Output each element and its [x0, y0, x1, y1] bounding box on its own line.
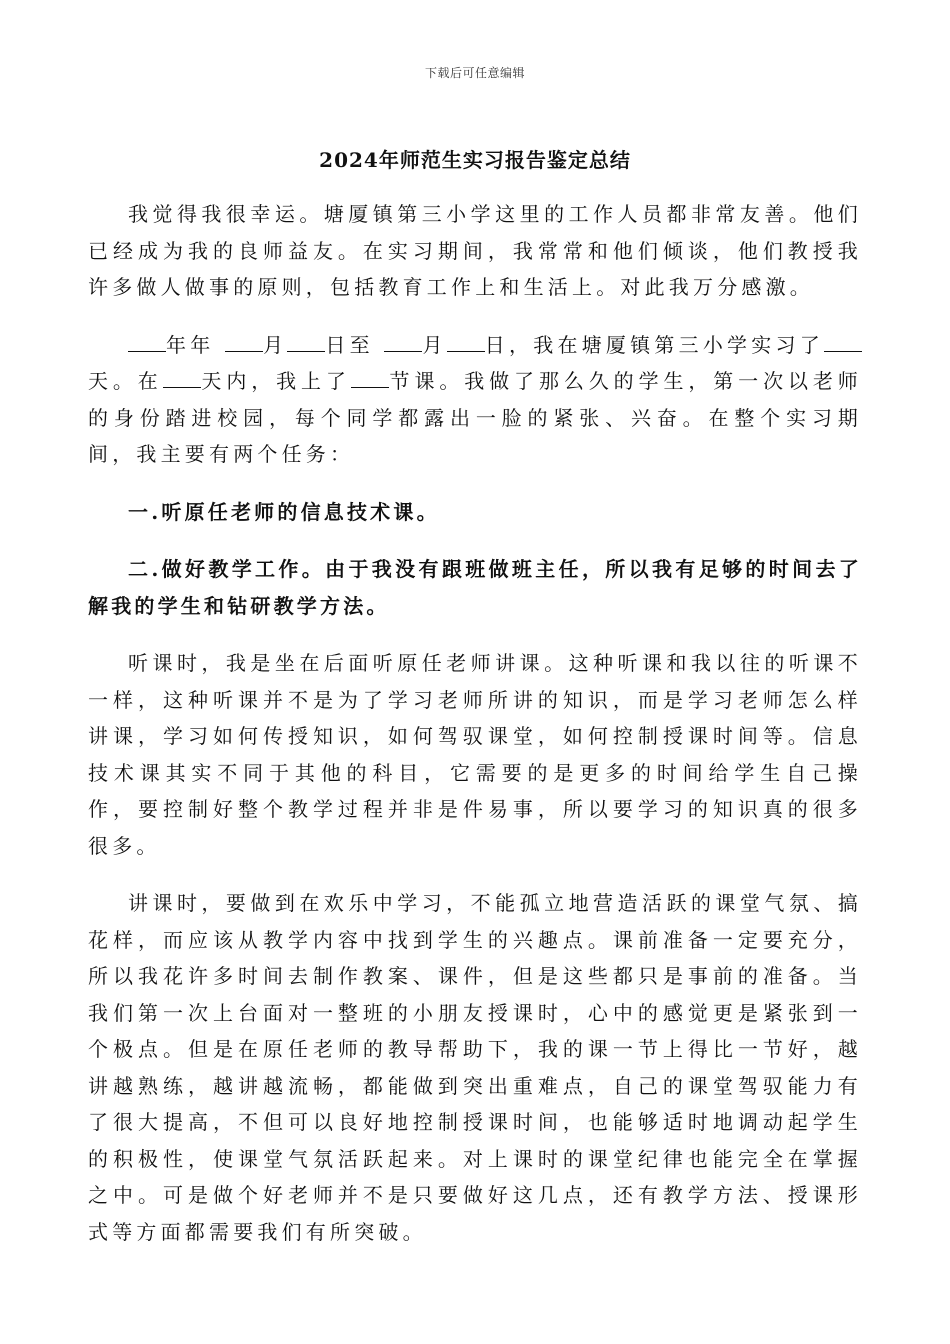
fill-in-blank	[225, 331, 263, 352]
fill-in-blank	[351, 367, 389, 388]
fill-in-blank	[128, 331, 166, 352]
document-body	[88, 196, 862, 1271]
paragraph-observing-lessons: 听课时，我是坐在后面听原任老师讲课。这种听课和我以往的听课不一样，这种听课并不是为了学习老师所讲的知识，而是学习老师怎么样讲课，学习如何传授知识，如何驾驭课堂，如何控制授课时间等。信息技术课其实不同于其他的科目，它需要的是更多的时间给学生自己操作，要控制好整个教学过程并非是件易事，所以要学习的知识真的很多很多。	[88, 651, 862, 858]
paragraph-gratitude: 我觉得我很幸运。塘厦镇第三小学这里的工作人员都非常友善。他们已经成为我的良师益友。在实习期间，我常常和他们倾谈，他们教授我许多做人做事的原则，包括教育工作上和生活上。对此我万分感激。	[88, 202, 862, 299]
paragraph-text-segment: 节课。我做了那么久的学生，第一次以老师的身份踏进校园，每个同学都露出一脸的紧张、兴奋。在整个实习期间，我主要有两个任务：	[88, 369, 862, 466]
task-two-heading: 二.做好教学工作。由于我没有跟班做班主任，所以我有足够的时间去了解我的学生和钻研教学方法。	[88, 557, 862, 618]
paragraph-internship-period	[88, 327, 862, 473]
header-note: 下载后可任意编辑	[424, 66, 525, 80]
paragraph-teaching-lessons: 讲课时，要做到在欢乐中学习，不能孤立地营造活跃的课堂气氛、搞花样，而应该从教学内容中找到学生的兴趣点。课前准备一定要充分，所以我花许多时间去制作教案、课件，但是这些都只是事前的准备。当我们第一次上台面对一整班的小朋友授课时，心中的感觉更是紧张到一个极点。但是在原任老师的教导帮助下，我的课一节上得比一节好，越讲越熟练，越讲越流畅，都能做到突出重难点，自己的课堂驾驭能力有了很大提高，不但可以良好地控制授课时间，也能够适时地调动起学生的积极性，使课堂气氛活跃起来。对上课时的课堂纪律也能完全在掌握之中。可是做个好老师并不是只要做好这几点，还有教学方法、授课形式等方面都需要我们有所突破。	[88, 891, 862, 1244]
paragraph-text-segment: 日，我在塘厦镇第三小学实习了	[484, 332, 824, 357]
paragraph-text-segment: 月	[422, 332, 447, 357]
paragraph-text-segment: 年年	[166, 332, 215, 357]
paragraph-text-segment: 日至	[325, 332, 374, 357]
fill-in-blank	[384, 331, 422, 352]
document-title: 2024年师范生实习报告鉴定总结	[319, 148, 631, 172]
paragraph-text-segment: 天。在	[88, 369, 163, 393]
fill-in-blank	[824, 331, 862, 352]
fill-in-blank	[287, 331, 325, 352]
paragraph-text-segment: 月	[263, 332, 288, 357]
task-one-heading: 一.听原任老师的信息技术课。	[128, 499, 440, 524]
paragraph-text-segment: 天内，我上了	[200, 369, 351, 393]
fill-in-blank	[163, 367, 201, 388]
fill-in-blank	[447, 331, 485, 352]
